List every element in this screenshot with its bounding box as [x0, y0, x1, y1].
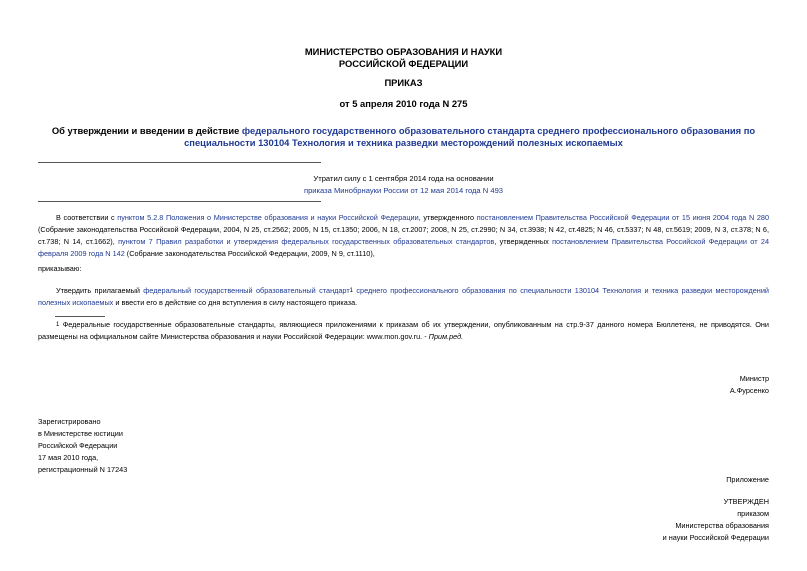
signature-title: Министр	[739, 374, 769, 383]
approval-line: и науки Российской Федерации	[662, 533, 769, 542]
standard-link-cont[interactable]: среднего профессионального образования по специальности 130104 Технология и техника разведки месторождений полезных ископаемых	[38, 286, 769, 307]
registration-number: регистрационный N 17243	[38, 465, 128, 474]
standard-link[interactable]: федеральный государственный образовательный стандарт	[143, 286, 350, 295]
ministry-line-2: РОССИЙСКОЙ ФЕДЕРАЦИИ	[338, 58, 469, 69]
text: , утвержденного	[418, 213, 477, 222]
text: В соответствии с	[56, 213, 118, 222]
signature-name: А.Фурсенко	[729, 386, 769, 395]
footnote	[38, 319, 769, 343]
text: (Собрание законодательства Российской Федерации, 2009, N 9, ст.1110),	[124, 249, 375, 258]
text: (Собрание законодательства Российской Федерации, 2004, N 25, ст.2562; 2005, N 15, ст.1350; 2006, N 18, ст.2007; 2008, N 25, ст.2990; N 34, ст.3938; N 42, ст.4825; N 46, ст.5337; N 48, ст.5619; 2009, N 3, ст.378; N 6, ст.738; N 14, ст.1662),	[38, 225, 769, 246]
footnote-ref: 1	[349, 288, 354, 294]
doc-date-number: от 5 апреля 2010 года N 275	[339, 98, 468, 109]
approved-label: УТВЕРЖДЕН	[723, 497, 769, 506]
doc-type: ПРИКАЗ	[384, 77, 423, 88]
text: и ввести его в действие со дня вступления в силу настоящего приказа.	[113, 298, 358, 307]
editor-note: Прим.ред.	[428, 332, 464, 341]
resolution-280-link[interactable]: постановлением Правительства Российской Федерации от 15 июня 2004 года N 280	[476, 213, 769, 222]
approval-line: Министерства образования	[675, 521, 769, 530]
repeal-notice-text: Утратил силу с 1 сентября 2014 года на основании	[313, 174, 494, 183]
doc-title	[40, 125, 767, 149]
approval-paragraph	[38, 285, 769, 309]
divider	[38, 201, 321, 202]
title-standard-link[interactable]: федерального государственного образовательного стандарта среднего профессионального образования по	[241, 125, 756, 136]
registration-line: Российской Федерации	[38, 441, 118, 450]
registration-block	[38, 416, 127, 476]
rules-point-7-link[interactable]: пунктом 7 Правил разработки и утверждения федеральных государственных образовательных стандартов	[118, 237, 495, 246]
approval-line: приказом	[737, 509, 769, 518]
registration-line: в Министерстве юстиции	[38, 429, 123, 438]
appendix-approval	[663, 496, 769, 544]
repeal-notice	[0, 173, 807, 197]
signature	[730, 373, 769, 397]
regulation-link[interactable]: пунктом 5.2.8 Положения о Министерстве образования и науки Российской Федерации	[117, 213, 419, 222]
registration-line: Зарегистрировано	[38, 417, 101, 426]
text: Утвердить прилагаемый	[56, 286, 144, 295]
footnote-text: Федеральные государственные образовательные стандарты, являющиеся приложениями к приказам об их утверждении, опубликованным на стр.9-37 данного номера Бюллетеня, не приводятся. Они размещены на официальном сайте Министерства образования и науки Российской Федерации: www.mon.gov.ru. -	[38, 320, 769, 341]
ministry-line-1: МИНИСТЕРСТВО ОБРАЗОВАНИЯ И НАУКИ	[304, 46, 503, 57]
appendix-label: Приложение	[726, 475, 769, 484]
footnote-mark: 1	[56, 322, 60, 328]
title-standard-link-cont[interactable]: специальности 130104 Технология и техника разведки месторождений полезных ископаемых	[184, 137, 623, 148]
resolution-142-link[interactable]: постановлением Правительства Российской Федерации от 24 февраля 2009 года N 142	[38, 237, 769, 258]
orders-label: приказываю:	[38, 264, 82, 273]
ministry-header	[0, 46, 807, 70]
footnote-separator	[55, 316, 105, 317]
preamble-paragraph	[38, 212, 769, 260]
repeal-order-link[interactable]: приказа Минобрнауки России от 12 мая 2014 года N 493	[303, 186, 504, 195]
text: , утвержденных	[494, 237, 553, 246]
registration-date: 17 мая 2010 года,	[38, 453, 99, 462]
divider	[38, 162, 321, 163]
title-prefix: Об утверждении и введении в действие	[51, 125, 242, 136]
